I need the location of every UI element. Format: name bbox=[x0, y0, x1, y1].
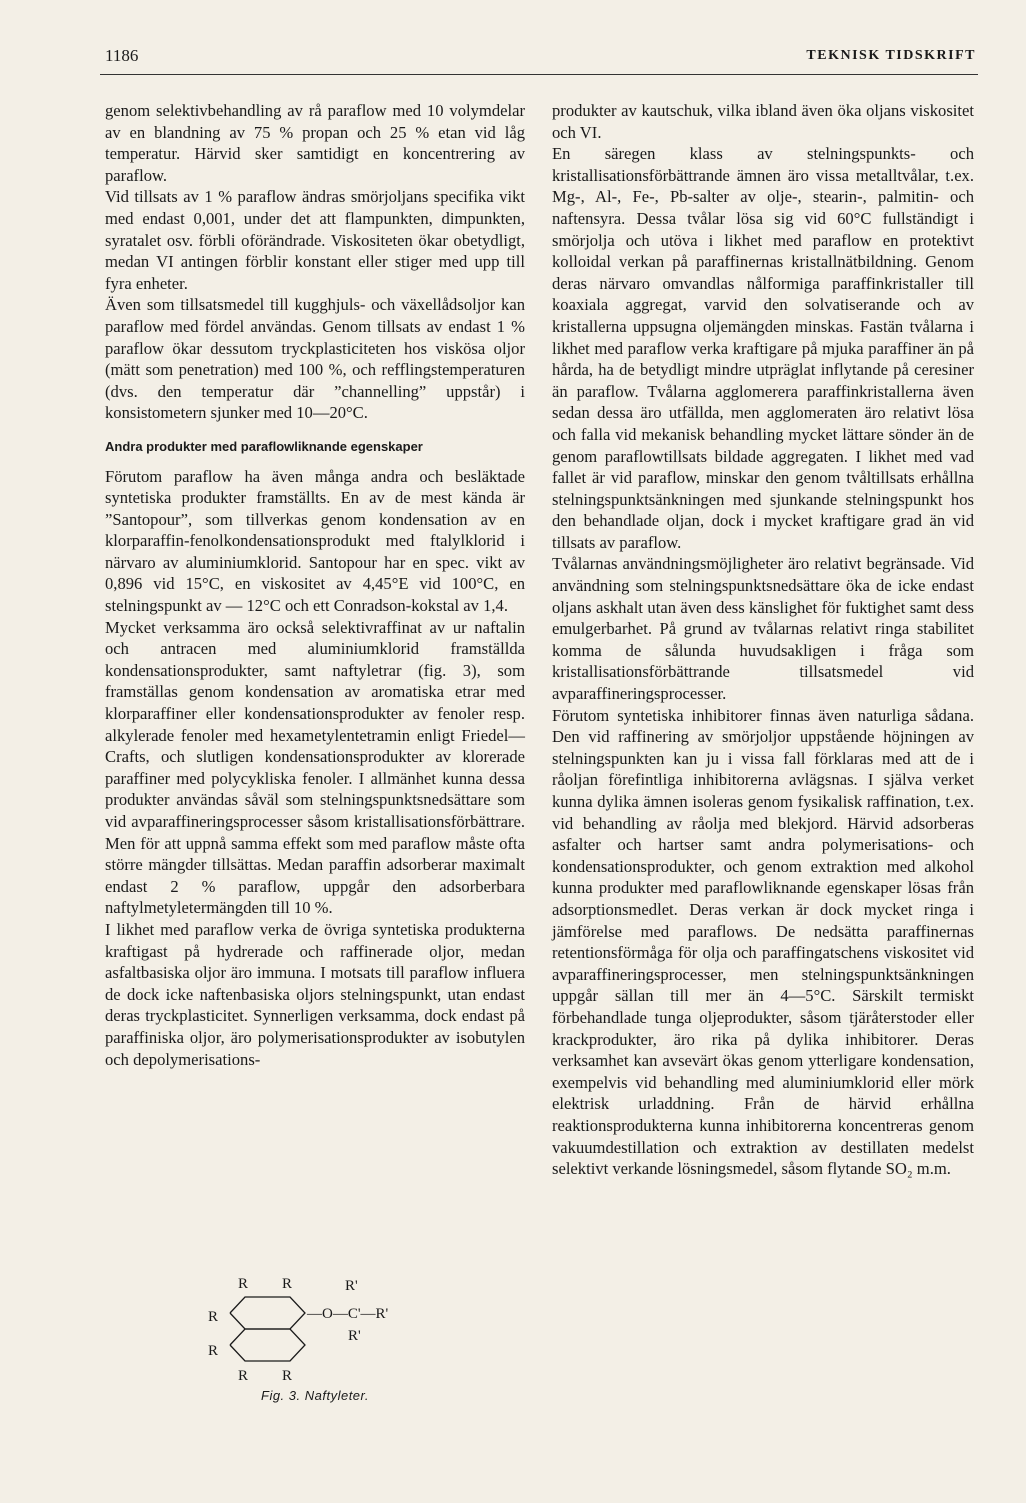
right-column bbox=[552, 100, 974, 1180]
paragraph: produkter av kautschuk, vilka ibland även öka oljans viskositet och VI. bbox=[552, 101, 974, 142]
ring-lower bbox=[230, 1329, 305, 1361]
paragraph: Förutom syntetiska inhibitorer finnas även naturliga sådana. Den vid raffinering av smörjoljor uppstående höjningen av stelningspunkten kan ju i vissa fall förklaras med att de i råoljan förefintliga inhibitorerna avlägsnas. I själva verket kunna dylika ämnen isoleras genom fysikalisk raffination, t.ex. vid behandling av råolja med blekjord. Härvid adsorberas asfalter och hartser samt andra polymerisations- och kondensationsprodukter, och genom extraktion med alkohol kunna produkter med paraflowliknande egenskaper lösas från adsorptionsmedlet. Deras verkan är dock mycket ringa i jämförelse med paraflows. De nedsätta paraffinernas retentionsförmåga för olja och paraffingatschens viskositet vid avparaffineringsprocesser, men stelningspunktsänkningen uppgår sällan till mer än 4—5°C. Särskilt termiskt förbehandlade tunga oljeprodukter, såsom tjäråterstoder eller krackprodukter, äro rika på dylika inhibitorer. Deras verksamhet kan avsevärt ökas genom ytterligare kondensation, exempelvis vid behandling med aluminiumklorid eller mörk elektrisk urladdning. Från de härvid erhållna reaktionsprodukterna kunna inhibitorerna koncentreras genom vakuumdestillation och extraktion av destillaten medelst selektivt verkande lösningsmedel, såsom flytande SO₂ m.m. bbox=[552, 705, 974, 1179]
label-r: R bbox=[238, 1276, 249, 1292]
left-column bbox=[105, 100, 525, 1070]
paragraph: Även som tillsatsmedel till kugghjuls- och växellådsoljor kan paraflow med fördel användas. Genom tillsats av endast 1 % paraflow ökar dessutom tryckplasticiteten hos viskösa oljor (mätt som penetration) med 100 %, och refflingstemperaturen (dvs. den temperatur där ”channelling” uppstår) i konsistometern sjunker med 10—20°C. bbox=[105, 295, 525, 423]
label-r-prime: R' bbox=[348, 1328, 361, 1344]
label-r: R bbox=[282, 1368, 293, 1384]
label-r: R bbox=[208, 1343, 219, 1359]
paragraph: Tvålarnas användningsmöjligheter äro relativt begränsade. Vid användning som stelningspunktsnedsättare öka de icke endast oljans askhalt utan även dess känslighet för fuktighet samt dess emulgerbarhet. På grund av tvålarnas relativt ringa stabilitet komma de sålunda huvudsakligen i fråga som kristallisationsförbättrande tillsatsmedel vid avparaffineringsprocesser. bbox=[552, 554, 974, 704]
paragraph: I likhet med paraflow verka de övriga syntetiska produkterna kraftigast på hydrerade och raffinerade oljor, medan asfaltbasiska oljor äro immuna. I motsats till paraflow influera de dock icke naftenbasiska oljors stelningspunkt, utan endast deras tryckplasticitet. Synnerligen verksamma, dock endast på paraffiniska oljor, äro polymerisationsprodukter av isobutylen och depolymerisations- bbox=[105, 919, 525, 1069]
paragraph: genom selektivbehandling av rå paraflow med 10 volymdelar av en blandning av 75 % propan och 25 % etan vid låg temperatur. Härvid sker samtidigt en koncentrering av paraflow. bbox=[105, 101, 525, 185]
paragraph: En säregen klass av stelningspunkts- och kristallisationsförbättrande ämnen äro vissa metalltvålar, t.ex. Mg-, Al-, Fe-, Pb-salter av olje-, stearin-, palmitin- och naftensyra. Dessa tvålar lösa sig vid 60°C fullständigt i smörjolja och utöva i likhet med paraflow en protektivt kolloidal verkan på paraffinernas kristallnätbildning. Genom deras närvaro omvandlas nålformiga paraffinkristaller till koaxiala aggregat, varvid den solvatiserande och av kristallerna uppsugna oljemängden minskas. Fastän tvålarna i likhet med paraflow verka kraftigare på mjuka paraffiner än på hårda, ha de betydligt mindre utpräglat inflytande på ceresiner än paraflow. Tvålarna agglomerera paraffinkristallerna även sedan dessa äro utfällda, men agglomeraten äro relativt lösa och falla vid mekanisk behandling mycket lättare sönder än de genom paraflowtillsats bildade aggregaten. I likhet med vad fallet är vid paraflow, minskar den genom tvåltillsats erhållna stelningspunktsänkningen med sjunkande stelningspunkt hos den behandlade oljan, dock i mycket kraftigare grad än vid tillsats av paraflow. bbox=[552, 144, 974, 552]
ring-upper bbox=[230, 1297, 305, 1329]
header-rule bbox=[100, 74, 978, 75]
label-r: R bbox=[238, 1368, 249, 1384]
label-r: R bbox=[282, 1276, 293, 1292]
label-r: R bbox=[208, 1309, 219, 1325]
paragraph: Förutom paraflow ha även många andra och besläktade syntetiska produkter framställts. En av de mest kända är ”Santopour”, som tillverkas genom kondensation av en klorparaffin-fenolkondensationsprodukt med ftalylklorid i närvaro av aluminiumklorid. Santopour har en spec. vikt av 0,896 vid 15°C, en viskositet av 4,45°E vid 100°C, en stelningspunkt av — 12°C och ett Conradson-kokstal av 1,4. bbox=[105, 466, 525, 616]
section-heading: Andra produkter med paraflowliknande egenskaper bbox=[105, 438, 423, 454]
label-r-prime: R' bbox=[345, 1278, 358, 1294]
paragraph: Vid tillsats av 1 % paraflow ändras smörjoljans specifika vikt med endast 0,001, under det att flampunkten, dimpunkten, syratalet osv. förbli oförändrade. Viskositeten ökar obetydligt, medan VI antingen förblir konstant eller stiger med upp till fyra enheter. bbox=[105, 187, 525, 293]
journal-title: TEKNISK TIDSKRIFT bbox=[806, 48, 976, 63]
page-number: 1186 bbox=[105, 46, 139, 65]
ether-chain: —O—C'—R' bbox=[307, 1306, 389, 1322]
paragraph: Mycket verksamma äro också selektivraffinat av ur naftalin och antracen med aluminiumklorid framställda kondensationsprodukter, samt naftyletrar (fig. 3), som framställas genom kondensation av aromatiska etrar med klorparaffiner eller kondensationsprodukter av fenoler resp. alkylerade fenoler med hexametylentetramin enligt Friedel—Crafts, och slutligen kondensationsprodukter av klorerade paraffiner med polycykliska fenoler. I allmänhet kunna dessa produkter användas såväl som stelningspunktsnedsättare som vid avparaffineringsprocesser såsom kristallisationsförbättrare. Men för att uppnå samma effekt som med paraflow måste ofta större mängder tillsättas. Medan paraffin adsorberar maximalt endast 2 % paraflow, uppgår den adsorberbara naftylmetyletermängden till 10 %. bbox=[105, 617, 525, 918]
figure-caption: Fig. 3. Naftyleter. bbox=[261, 1388, 369, 1403]
